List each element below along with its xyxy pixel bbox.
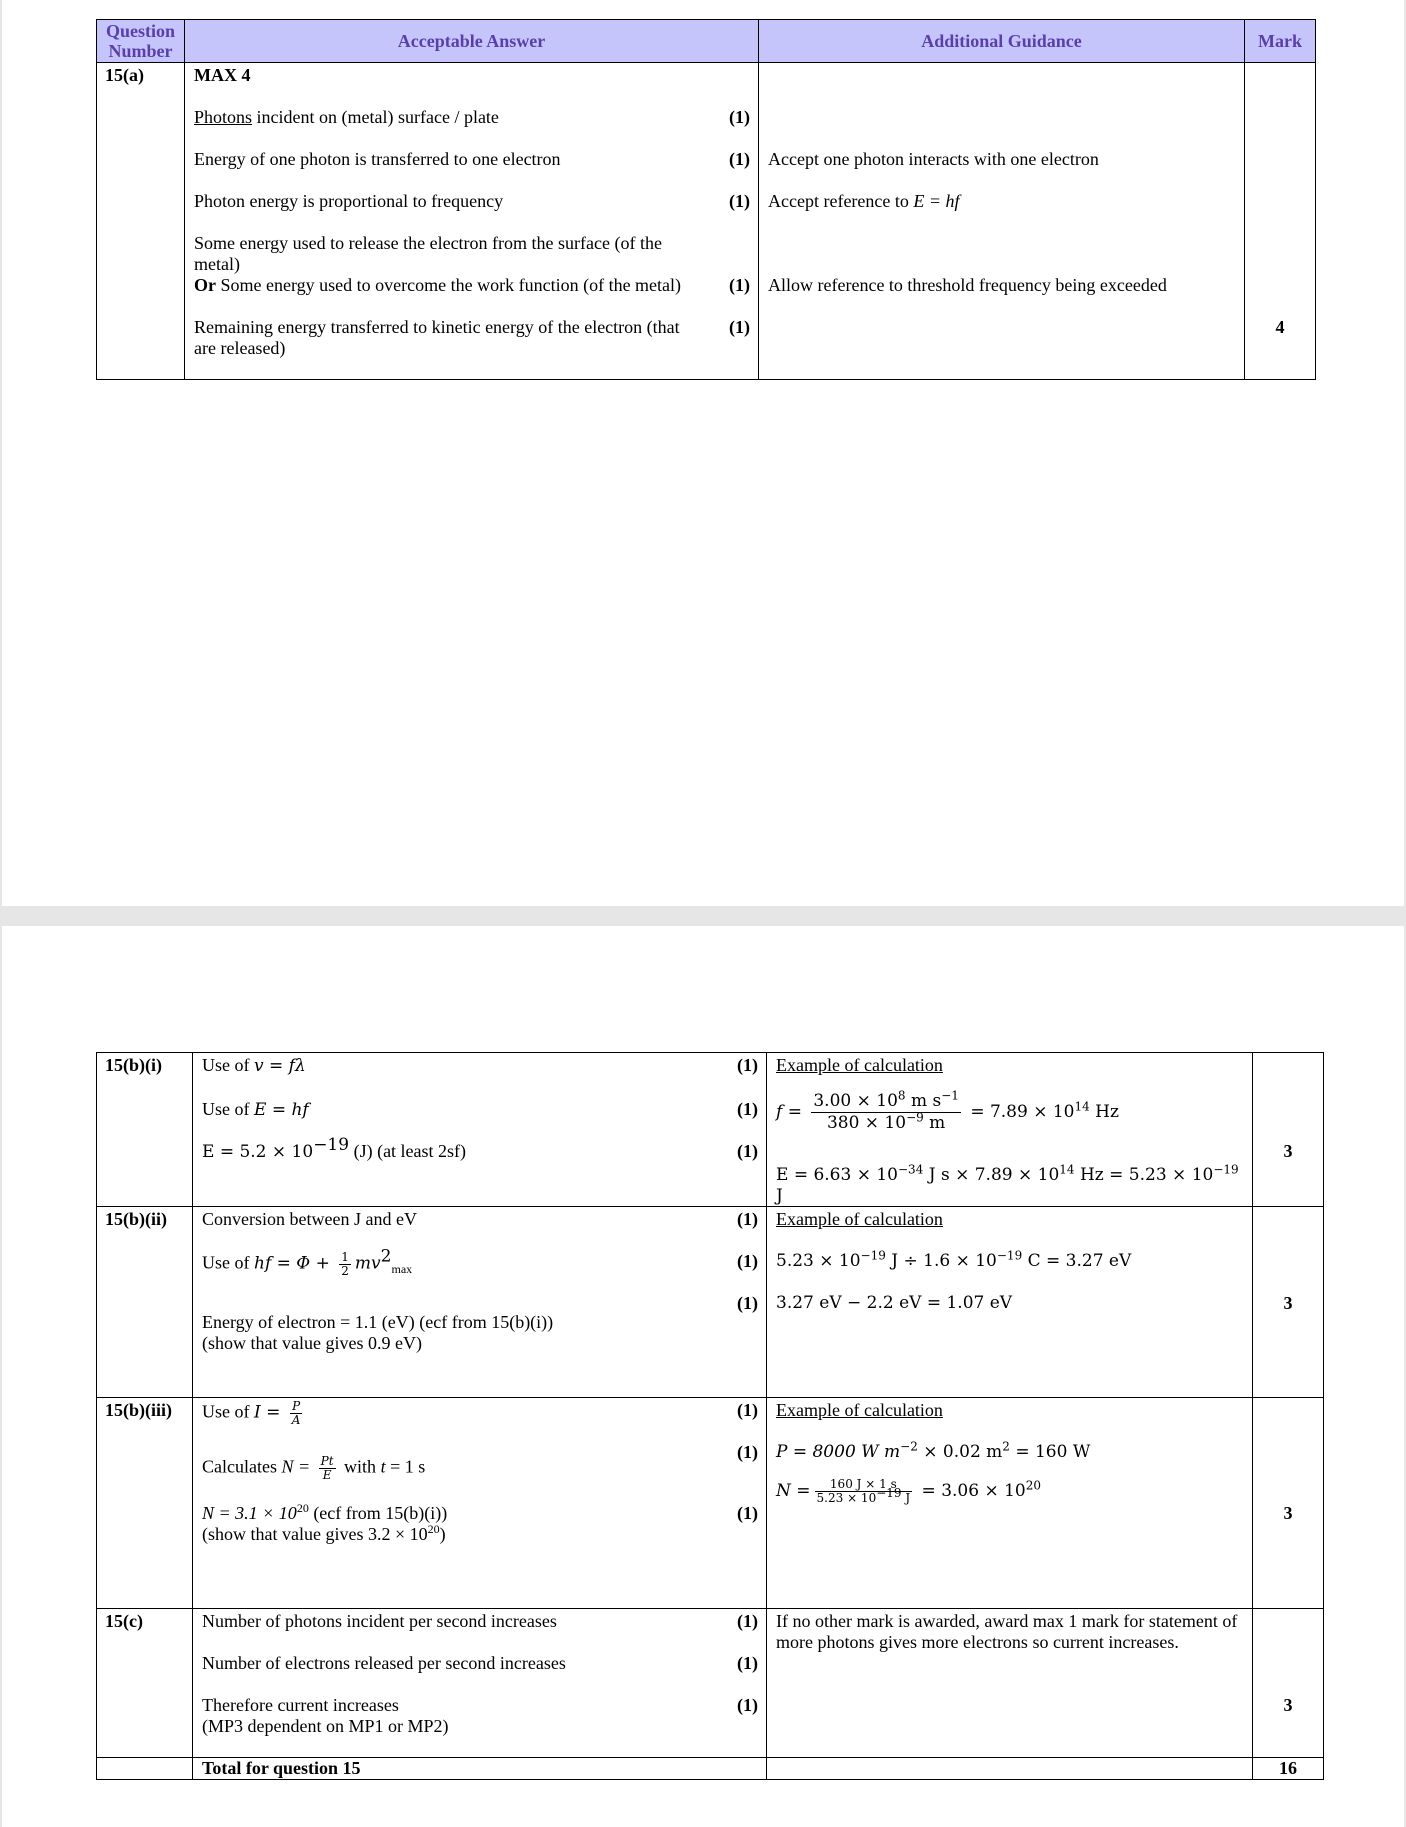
exponent: −9: [906, 1110, 924, 1125]
mark-scheme-table-top: [96, 19, 1316, 380]
exponent: 20: [1025, 1478, 1042, 1493]
answer-text: Number of photons incident per second increases: [202, 1611, 557, 1631]
answer-text: Remaining energy transferred to kinetic energy of the electron (that are released): [194, 317, 680, 358]
fraction: [319, 1455, 336, 1482]
point-mark: (1): [729, 191, 750, 211]
example-title: Example of calculation: [776, 1055, 943, 1075]
answer-15c: [193, 1609, 767, 1758]
guidance-15biii: [767, 1398, 1253, 1609]
numerator: P: [290, 1400, 303, 1414]
answer-text: Calculates: [202, 1456, 282, 1477]
answer-text: (ecf from 15(b)(i)): [308, 1503, 448, 1523]
answer-15biii: [193, 1398, 767, 1609]
exponent: −1: [941, 1088, 959, 1103]
numerator: 160 J × 1 s: [815, 1478, 913, 1492]
exponent: 14: [1059, 1162, 1075, 1177]
answer-text: Use of: [202, 1055, 254, 1075]
exponent: −19: [313, 1135, 350, 1155]
page-1: [2, 0, 1404, 906]
example-title: Example of calculation: [776, 1400, 943, 1420]
exponent: −19: [1213, 1162, 1239, 1177]
mark-15bi: [1253, 1053, 1324, 1207]
mark-15bii: [1253, 1207, 1324, 1398]
unit: Hz: [1089, 1102, 1119, 1122]
exponent: 2: [1002, 1439, 1010, 1454]
denominator: 5.23 × 10: [816, 1491, 877, 1505]
mark-15a: [1245, 63, 1316, 380]
header-question-number: Question Number: [97, 20, 185, 63]
equation: v = fλ: [254, 1056, 306, 1076]
photon-count-calculation: [776, 1478, 1244, 1505]
answer-text: Energy of one photon is transferred to one electron: [194, 149, 561, 169]
question-number-15bi: 15(b)(i): [97, 1053, 193, 1207]
guidance-text: If no other mark is awarded, award max 1 mark for statement of more photons gives more electrons so current increases.: [776, 1611, 1238, 1652]
answer-text: = 1 s: [385, 1456, 426, 1477]
total-label: Total for question 15: [193, 1758, 767, 1780]
point-mark: (1): [729, 275, 750, 295]
denominator: A: [291, 1413, 301, 1427]
exponent: 20: [427, 1522, 440, 1536]
equation: E = 5.2 × 10: [202, 1142, 314, 1162]
exponent: 8: [897, 1088, 906, 1103]
answer-text: Therefore current increases: [202, 1695, 399, 1715]
unit: m: [923, 1113, 946, 1133]
mark-value: 3: [1283, 1695, 1293, 1715]
equation: N =: [776, 1481, 811, 1501]
denominator: E: [322, 1468, 332, 1482]
result: = 7.89 × 10: [970, 1102, 1075, 1122]
header-row: [97, 20, 1316, 63]
point-mark: (1): [729, 107, 750, 127]
exponent: −2: [900, 1439, 918, 1454]
answer-text: (J) (at least 2sf): [349, 1141, 467, 1161]
row-15bi: [97, 1053, 1324, 1207]
answer-text: (MP3 dependent on MP1 or MP2): [202, 1716, 449, 1736]
photons-word: Photons: [194, 107, 253, 127]
answer-text: (show that value gives 0.9 eV): [202, 1333, 422, 1353]
equation: 5.23 × 10: [776, 1251, 861, 1271]
result: = 3.06 × 10: [916, 1481, 1026, 1501]
variable: t: [380, 1456, 386, 1477]
question-number-15biii: 15(b)(iii): [97, 1398, 193, 1609]
exponent: −19: [860, 1248, 886, 1263]
answer-text: Some energy used to overcome the work function (of the metal): [216, 275, 682, 295]
mark-15c: [1253, 1609, 1324, 1758]
answer-text: (show that value gives 3.2 × 10: [202, 1524, 428, 1544]
total-blank: [97, 1758, 193, 1780]
equation: E = hf: [254, 1100, 309, 1120]
equation: E = 6.63 × 10: [776, 1165, 898, 1185]
point-mark: (1): [737, 1055, 758, 1075]
fraction: [339, 1251, 351, 1278]
answer-15bii: [193, 1207, 767, 1398]
answer-15bi: [193, 1053, 767, 1207]
answer-text: Use of: [202, 1401, 254, 1422]
max-label: MAX 4: [194, 65, 251, 85]
question-number-15a: 15(a): [97, 63, 185, 380]
row-15a: [97, 63, 1316, 380]
equation: N =: [281, 1456, 315, 1477]
power-calculation: [776, 1439, 1244, 1463]
point-mark: (1): [737, 1209, 758, 1229]
answer-15a: [185, 63, 759, 380]
point-mark: (1): [737, 1695, 758, 1715]
guidance-15bi: [767, 1053, 1253, 1207]
unit: J: [776, 1186, 783, 1206]
equation: hf = Φ +: [254, 1253, 336, 1274]
point-mark: (1): [729, 149, 750, 169]
answer-text: Energy of electron = 1.1 (eV) (ecf from 15(b)(i)): [202, 1312, 554, 1332]
guidance-text: Allow reference to threshold frequency being exceeded: [768, 275, 1167, 295]
unit: m s: [905, 1091, 942, 1111]
header-acceptable-answer: Acceptable Answer: [185, 20, 759, 63]
mark-value: 4: [1275, 317, 1285, 337]
point-mark: (1): [737, 1251, 758, 1271]
energy-calculation: [776, 1162, 1244, 1207]
row-15bii: [97, 1207, 1324, 1398]
guidance-15bii: [767, 1207, 1253, 1398]
answer-text: Some energy used to release the electron from the surface (of the metal): [194, 233, 662, 274]
point-mark: (1): [737, 1442, 758, 1462]
point-mark: (1): [737, 1293, 758, 1313]
equation: J ÷ 1.6 × 10: [885, 1251, 997, 1271]
mark-value: 3: [1283, 1293, 1293, 1313]
numerator: 3.00 × 10: [813, 1091, 898, 1111]
equation: Hz = 5.23 × 10: [1074, 1165, 1214, 1185]
exponent: 20: [296, 1501, 309, 1515]
answer-text: ): [439, 1524, 446, 1544]
exponent: 2: [380, 1246, 392, 1267]
exponent: −19: [996, 1248, 1023, 1263]
frequency-calculation: [776, 1088, 1244, 1134]
total-mark: 16: [1253, 1758, 1324, 1780]
numerator: 1: [341, 1250, 349, 1264]
subscript: max: [391, 1262, 413, 1277]
energy-difference: 3.27 eV − 2.2 eV = 1.07 eV: [776, 1293, 1013, 1313]
equation: mv: [354, 1253, 381, 1274]
equation: N = 3.1 × 10: [202, 1503, 297, 1523]
answer-text: Conversion between J and eV: [202, 1209, 417, 1229]
exponent: 14: [1074, 1099, 1090, 1114]
answer-text: incident on (metal) surface / plate: [252, 107, 499, 127]
equation: C = 3.27 eV: [1022, 1251, 1132, 1271]
conversion-calculation: [776, 1248, 1244, 1272]
or-label: Or: [194, 275, 216, 295]
row-15c: [97, 1609, 1324, 1758]
guidance-text: Accept reference to: [768, 191, 914, 211]
fraction: [290, 1400, 303, 1427]
point-mark: (1): [737, 1653, 758, 1673]
denominator: 380 × 10: [826, 1113, 907, 1133]
guidance-15a: [759, 63, 1245, 380]
guidance-15c: [767, 1609, 1253, 1758]
row-15biii: [97, 1398, 1324, 1609]
mark-value: 3: [1283, 1141, 1293, 1161]
equation: P = 8000 W m: [776, 1442, 901, 1462]
answer-text: Use of: [202, 1252, 254, 1273]
point-mark: (1): [737, 1141, 758, 1161]
answer-text: Use of: [202, 1099, 254, 1119]
guidance-text: Accept one photon interacts with one electron: [768, 149, 1099, 169]
header-additional-guidance: Additional Guidance: [759, 20, 1245, 63]
row-total: [97, 1758, 1324, 1780]
point-mark: (1): [737, 1400, 758, 1420]
fraction: [811, 1088, 961, 1134]
fraction: [815, 1478, 913, 1505]
mark-scheme-table-bottom: [96, 1052, 1324, 1780]
point-mark: (1): [737, 1503, 758, 1523]
numerator: Pt: [320, 1454, 334, 1468]
equation: E = hf: [913, 191, 960, 211]
equation: J s × 7.89 × 10: [923, 1165, 1060, 1185]
mark-value: 3: [1283, 1503, 1293, 1523]
exponent: −19: [876, 1486, 902, 1500]
example-title: Example of calculation: [776, 1209, 943, 1229]
question-number-15bii: 15(b)(ii): [97, 1207, 193, 1398]
question-number-15c: 15(c): [97, 1609, 193, 1758]
exponent: −34: [898, 1162, 924, 1177]
answer-text: Number of electrons released per second increases: [202, 1653, 566, 1673]
header-mark: Mark: [1245, 20, 1316, 63]
point-mark: (1): [737, 1099, 758, 1119]
page-2: [2, 926, 1404, 1827]
answer-text: with: [339, 1456, 381, 1477]
total-blank: [767, 1758, 1253, 1780]
denominator: 2: [341, 1264, 349, 1278]
equation: I =: [254, 1402, 286, 1423]
point-mark: (1): [737, 1611, 758, 1631]
unit: J: [901, 1491, 911, 1505]
equation: = 160 W: [1009, 1442, 1091, 1462]
mark-15biii: [1253, 1398, 1324, 1609]
point-mark: (1): [729, 317, 750, 337]
equation: × 0.02 m: [917, 1442, 1003, 1462]
equation: f =: [776, 1102, 802, 1122]
answer-text: Photon energy is proportional to frequency: [194, 191, 504, 211]
